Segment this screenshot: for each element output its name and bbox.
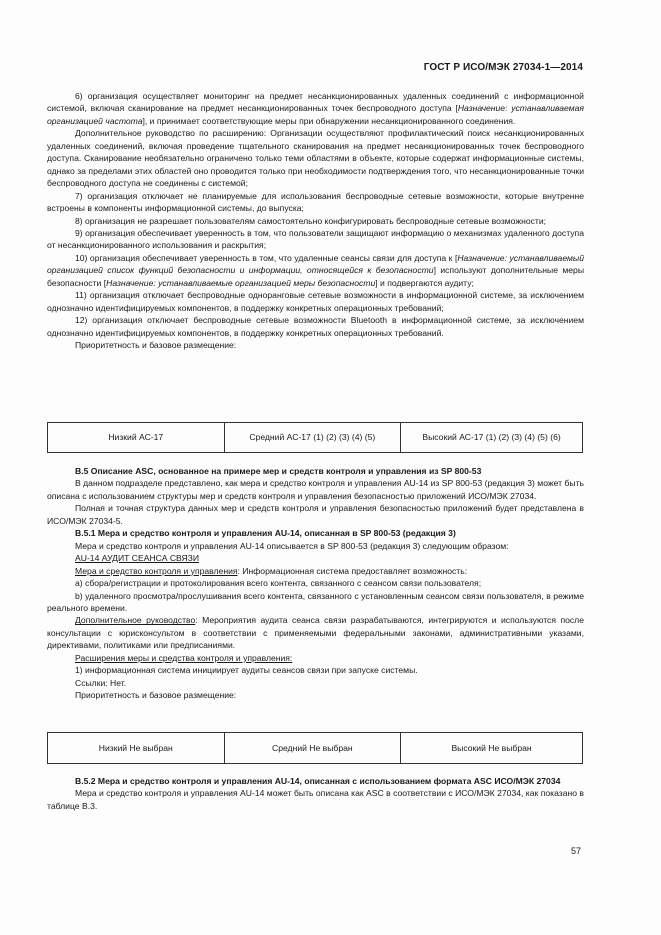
paragraph-item-7: 7) организация отключает не планируемые для использования беспроводные сетевые возможности, которые внутренне встроены в компоненты информационной системы, до выпуска; bbox=[47, 190, 584, 214]
paragraph-item-b: b) удаленного просмотра/прослушивания всего контента, связанного с установленным сеансом связи пользователя, в режиме реального времени. bbox=[47, 590, 584, 613]
paragraph-b5-intro: В данном подразделе представлено, как мера и средство контроля и управления AU-14 из SP 800-53 (редакция 3) может быть описана с использованием структуры мер и средств контроля и управления безопасностью приложений ИСО/МЭК 27034. bbox=[47, 478, 584, 501]
paragraph-item-9: 9) организация обеспечивает уверенность в том, что пользователи защищают информацию о механизмах удаленного доступа от несанкционированного использования и раскрытия; bbox=[47, 227, 584, 251]
paragraph-supplemental: Дополнительное руководство: Мероприятия аудита сеанса связи разрабатываются, интегрируются и используются после консультации с юрисконсультом в соответствии с применяемыми федеральными законами, административными указами, директивами, политиками или предписаниями. bbox=[47, 615, 584, 651]
table-cell-medium: Средний Не выбран bbox=[224, 733, 401, 764]
table-cell-low: Низкий Не выбран bbox=[48, 733, 225, 764]
paragraph-item-11: 11) организация отключает беспроводные одноранговые сетевые возможности в информационной системе, за исключением однозначно идентифицируемых компонентов, в поддержку конкретных операционных требований; bbox=[47, 290, 584, 313]
paragraph-item-6: 6) организация осуществляет мониторинг на предмет несанкционированных удаленных соединений с информационной системой, включая сканирование на предмет несанкционированных точек беспроводного доступа [Назначение: устанавливаемая организацией частота], и принимает соответствующие меры при обнаружении несанкционированного соединения. bbox=[47, 91, 585, 126]
section-heading-b5: В.5 Описание ASC, основанное на примере мер и средств контроля и управления из SP 800-53 bbox=[75, 466, 482, 476]
table-cell-low: Низкий АС-17 bbox=[48, 423, 225, 453]
text-block-middle bbox=[47, 465, 584, 702]
running-header: ГОСТ Р ИСО/МЭК 27034-1—2014 bbox=[423, 62, 583, 73]
section-heading-b52: В.5.2 Мера и средство контроля и управления AU-14, описанная с использованием формата ASC ИСО/МЭК 27034 bbox=[75, 776, 561, 786]
table-cell-high: Высокий АС-17 (1) (2) (3) (4) (5) (6) bbox=[401, 423, 583, 453]
text-block-lower bbox=[47, 775, 584, 812]
paragraph-priority-label-2: Приоритетность и базовое размещение: bbox=[75, 690, 237, 701]
table-cell-high: Высокий Не выбран bbox=[401, 733, 583, 764]
paragraph-b52-intro: Мера и средство контроля и управления AU-14 может быть описана как ASC в соответствии с ИСО/МЭК 27034, как показано в таблице В.3. bbox=[47, 788, 584, 811]
paragraph-priority-label: Приоритетность и базовое размещение: bbox=[75, 340, 237, 351]
section-heading-b51: В.5.1 Мера и средство контроля и управления AU-14, описанная в SP 800-53 (редакция 3) bbox=[75, 528, 456, 539]
paragraph-au14-title: AU-14 АУДИТ СЕАНСА СВЯЗИ bbox=[75, 553, 200, 564]
text-block-upper bbox=[47, 90, 584, 352]
paragraph-item-a: а) сбора/регистрации и протоколирования всего контента, связанного с сеансом связи пользователя; bbox=[75, 578, 482, 589]
paragraph-control-statement: Мера и средство контроля и управления: Информационная система предоставляет возможность: bbox=[75, 565, 468, 576]
paragraph-item-8: 8) организация не разрешает пользователям самостоятельно конфигурировать беспроводные сетевые возможности; bbox=[75, 215, 547, 226]
table-cell-medium: Средний АС-17 (1) (2) (3) (4) (5) bbox=[224, 423, 401, 453]
paragraph-b5-structure: Полная и точная структура данных мер и средств контроля и управления безопасностью приложений будет представлена в ИСО/МЭК 27034-5. bbox=[47, 503, 584, 526]
paragraph-au14-description: Мера и средство контроля и управления AU-14 описывается в SP 800-53 (редакция 3) следующим образом: bbox=[75, 540, 509, 551]
paragraph-enhancement-1: 1) информационная система инициирует аудиты сеансов связи при запуске системы. bbox=[75, 665, 418, 676]
priority-table-ac17 bbox=[47, 422, 583, 453]
paragraph-supplemental-guidance: Дополнительное руководство по расширению: Организации осуществляют профилактический поиск несанкционированных удаленных соединений, включая проведение тщательного сканирования на предмет несанкционированных точек беспроводного доступа. Сканирование необязательно ограничено только теми областями в объекте, которые содержат информационные системы, однако за пределами этих областей оно проводится только при необходимости подтверждения того, что несанкционированные точки беспроводного доступа не соединены с системой; bbox=[47, 128, 584, 189]
priority-table-au14 bbox=[47, 732, 583, 764]
paragraph-references: Ссылки: Нет. bbox=[75, 677, 127, 688]
paragraph-enhancements-label: Расширения меры и средства контроля и управления: bbox=[75, 652, 293, 663]
paragraph-item-10: 10) организация обеспечивает уверенность в том, что удаленные сеансы связи для доступа к [Назначение: устанавливаемый организацией список функций безопасности и информации, относящейся к безопасности] используют дополнительные меры безопасности [Назначение: устанавливаемые организацией меры безопасности] и подвергаются аудиту; bbox=[47, 252, 585, 288]
paragraph-item-12: 12) организация отключает беспроводные сетевые возможности Bluetooth в информационной системе, за исключением однозначно идентифицируемых компонентов, в поддержку конкретных операционных требований. bbox=[47, 315, 584, 338]
page-number: 57 bbox=[570, 846, 581, 856]
